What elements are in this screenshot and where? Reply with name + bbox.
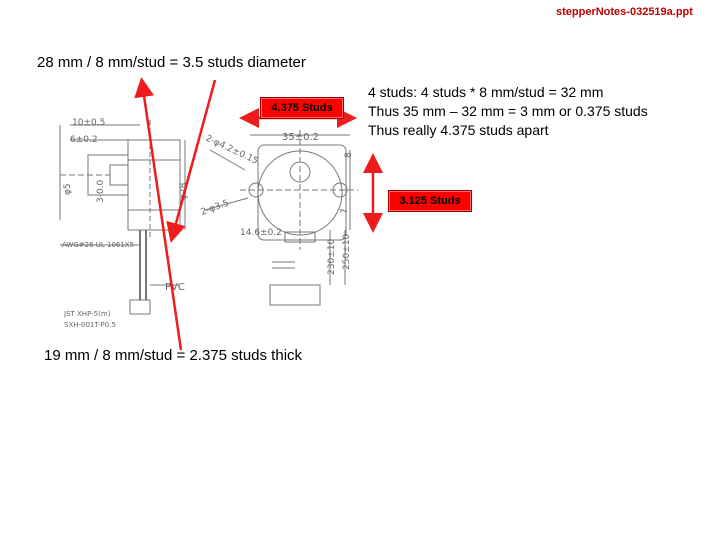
badge-top-spacing: 4.375 Studs [260,97,344,119]
shaft [110,165,128,185]
dim-250: 250±10 [342,233,352,270]
spacing-line-2: Thus 35 mm – 32 mm = 3 mm or 0.375 studs [368,103,648,119]
wire-label: AWG#26 UL 1061X5 [62,241,135,249]
dim-35: 35±0.2 [282,132,320,143]
dim-28: φ28 [179,182,189,200]
connector-label-2: SXH-001T-P0.5 [64,321,116,329]
file-label: stepperNotes-032519a.ppt [556,6,693,18]
thickness-arrow [142,82,181,350]
dim-dia: φ5 [63,183,73,195]
badge-side-spacing: 3.125 Studs [388,190,472,212]
connector-front [270,285,320,305]
dim-7: 7 [340,208,350,214]
dim-6: 6±0.2 [70,135,98,145]
dim-230: 230±10 [327,238,337,275]
pvc-label: PVC [165,282,185,293]
connector-label-1: JST XHP-5(m) [64,310,111,318]
dim-8: 8 [344,152,354,158]
dim-14: 14.6±0.2 [240,228,282,238]
dim-10: 10±0.5 [72,118,106,128]
diameter-note: 28 mm / 8 mm/stud = 3.5 studs diameter [37,54,306,71]
thickness-note: 19 mm / 8 mm/stud = 2.375 studs thick [44,347,303,364]
dim-mount: 2-φ4.2±0.15 [203,133,260,167]
motor-front-body [258,145,346,240]
spacing-line-1: 4 studs: 4 studs * 8 mm/stud = 32 mm [368,84,604,100]
dim-3: 3-0.0 [96,179,106,203]
motor-side-body [128,140,180,230]
connector [130,300,150,314]
dim-35b: 2-φ3.5 [199,198,231,218]
spacing-line-3: Thus really 4.375 studs apart [368,122,549,138]
